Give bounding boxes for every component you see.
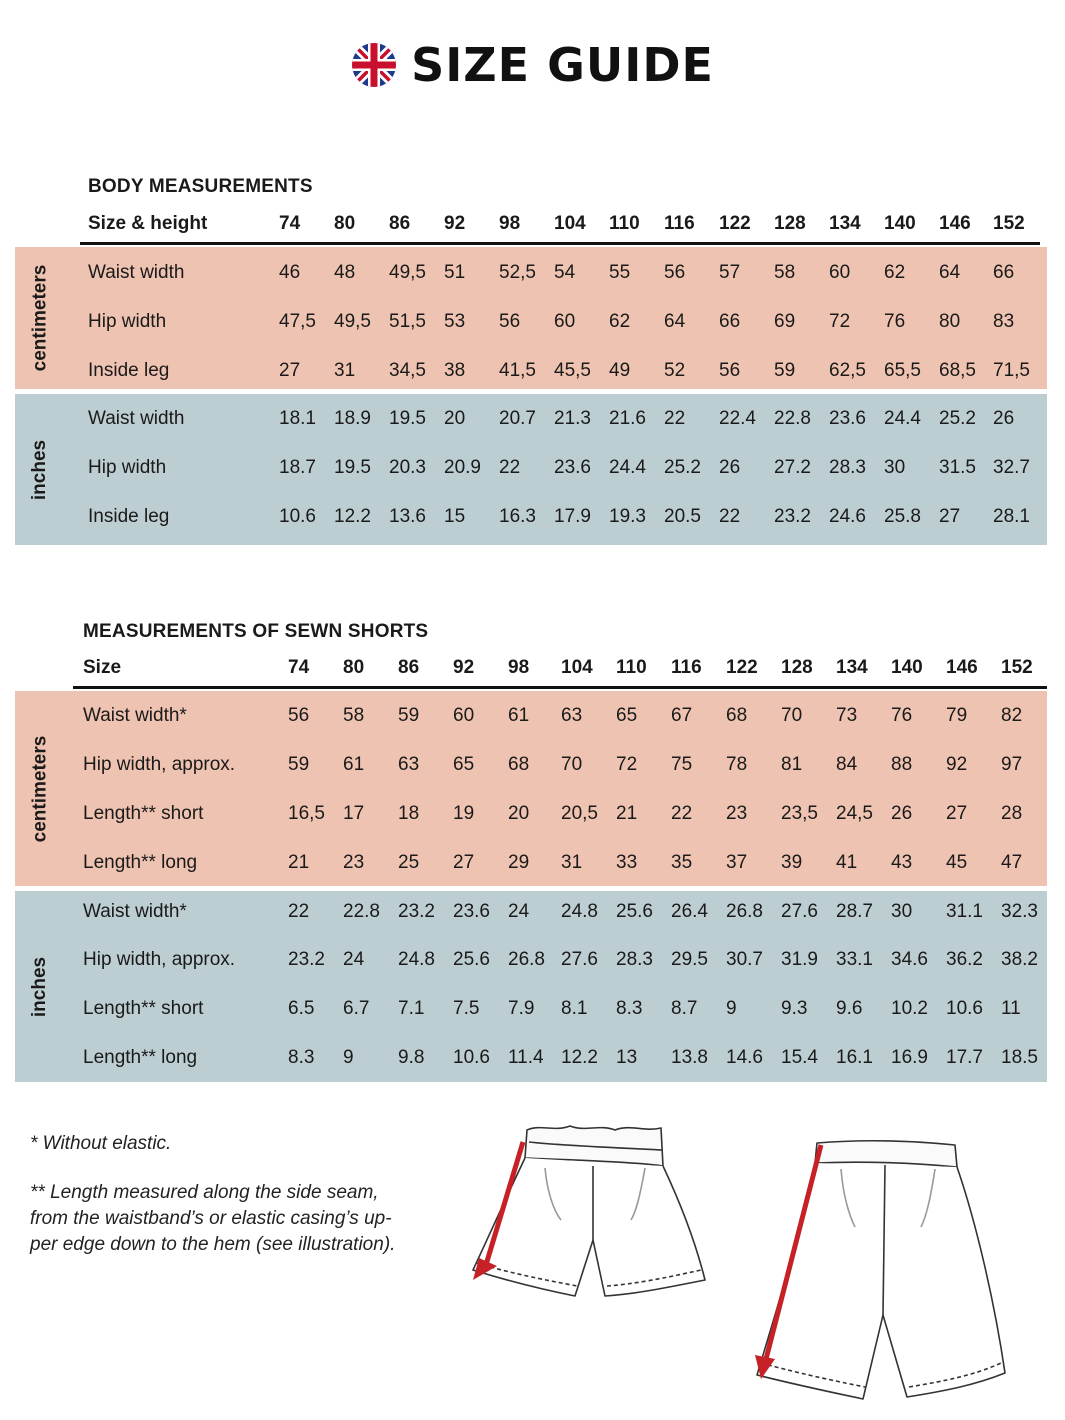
table-row	[88, 307, 1058, 337]
shorts-in-side-label: inches	[29, 956, 51, 1017]
table-cell: 11.4	[508, 1047, 544, 1068]
size-header-cell: 74	[279, 213, 301, 234]
body-header-rule	[80, 242, 1040, 245]
table-cell: 16.3	[499, 506, 536, 527]
footnote-line-1: ** Length measured along the side seam,	[30, 1182, 379, 1203]
table-cell: 8.1	[561, 998, 588, 1019]
table-cell: 82	[1001, 705, 1023, 726]
table-cell: 17.7	[946, 1047, 983, 1068]
size-header-cell: 74	[288, 657, 310, 678]
table-cell: 56	[499, 311, 521, 332]
table-cell: 23.6	[554, 457, 591, 478]
table-cell: 18.5	[1001, 1047, 1038, 1068]
table-cell: 76	[884, 311, 906, 332]
size-header-cell: 128	[774, 213, 806, 234]
table-cell: 97	[1001, 754, 1023, 775]
table-cell: 39	[781, 852, 803, 873]
table-cell: 51	[444, 262, 466, 283]
table-cell: 45	[946, 852, 968, 873]
size-header-cell: 104	[561, 657, 593, 678]
row-label: Length** long	[83, 1047, 198, 1068]
page-title	[0, 38, 1065, 92]
table-cell: 28.1	[993, 506, 1030, 527]
row-label: Waist width	[88, 262, 185, 283]
table-cell: 29.5	[671, 949, 708, 970]
table-cell: 56	[719, 360, 741, 381]
table-cell: 83	[993, 311, 1015, 332]
table-cell: 32.7	[993, 457, 1030, 478]
size-header-cell: 80	[343, 657, 365, 678]
size-header-cell: 92	[453, 657, 475, 678]
table-cell: 23,5	[781, 803, 818, 824]
size-header-cell: 122	[726, 657, 758, 678]
table-cell: 34,5	[389, 360, 426, 381]
row-label: Waist width*	[83, 705, 187, 726]
table-row	[83, 848, 1053, 878]
table-cell: 24.8	[398, 949, 435, 970]
table-cell: 70	[561, 754, 583, 775]
row-label: Hip width	[88, 311, 167, 332]
table-cell: 57	[719, 262, 741, 283]
table-cell: 70	[781, 705, 803, 726]
row-label: Inside leg	[88, 360, 170, 381]
table-cell: 27	[939, 506, 961, 527]
table-cell: 21.3	[554, 408, 591, 429]
row-label: Length** long	[83, 852, 198, 873]
table-cell: 47,5	[279, 311, 316, 332]
body-header-row	[88, 209, 1048, 239]
table-cell: 22.8	[774, 408, 811, 429]
table-cell: 27.6	[561, 949, 598, 970]
body-measurements-heading: BODY MEASUREMENTS	[88, 176, 313, 197]
table-cell: 10.6	[279, 506, 316, 527]
table-cell: 23.2	[774, 506, 811, 527]
table-cell: 26	[993, 408, 1015, 429]
size-header-cell: 140	[891, 657, 923, 678]
table-cell: 21	[288, 852, 310, 873]
table-cell: 23.6	[829, 408, 866, 429]
row-label: Hip width, approx.	[83, 949, 236, 970]
uk-flag-icon	[351, 42, 397, 88]
table-cell: 62,5	[829, 360, 866, 381]
table-cell: 22	[499, 457, 521, 478]
table-cell: 21.6	[609, 408, 646, 429]
table-cell: 22	[719, 506, 741, 527]
table-cell: 53	[444, 311, 466, 332]
table-cell: 10.6	[453, 1047, 490, 1068]
header-label: Size	[83, 657, 122, 678]
row-label: Hip width	[88, 457, 167, 478]
table-cell: 16,5	[288, 803, 325, 824]
table-cell: 52,5	[499, 262, 536, 283]
table-cell: 9.6	[836, 998, 863, 1019]
size-header-cell: 122	[719, 213, 751, 234]
body-cm-side-label: centimeters	[29, 264, 51, 372]
table-cell: 30	[891, 901, 913, 922]
table-cell: 28.3	[616, 949, 653, 970]
table-cell: 31.9	[781, 949, 818, 970]
table-cell: 26	[719, 457, 741, 478]
table-cell: 34.6	[891, 949, 928, 970]
table-row	[83, 799, 1053, 829]
table-cell: 62	[609, 311, 631, 332]
table-cell: 25.2	[939, 408, 976, 429]
table-cell: 41	[836, 852, 858, 873]
shorts-cm-side-label: centimeters	[29, 735, 51, 842]
footnote-without-elastic: * Without elastic.	[30, 1133, 172, 1154]
table-cell: 23	[726, 803, 748, 824]
table-cell: 47	[1001, 852, 1023, 873]
table-cell: 26.4	[671, 901, 708, 922]
table-cell: 38	[444, 360, 466, 381]
table-row	[88, 502, 1058, 532]
table-cell: 35	[671, 852, 693, 873]
table-row	[83, 897, 1053, 927]
size-header-cell: 110	[616, 657, 647, 678]
table-row	[83, 750, 1053, 780]
table-cell: 48	[334, 262, 356, 283]
table-cell: 81	[781, 754, 803, 775]
table-cell: 15	[444, 506, 466, 527]
table-cell: 58	[774, 262, 796, 283]
table-cell: 20	[444, 408, 466, 429]
table-cell: 20.7	[499, 408, 536, 429]
table-cell: 24.8	[561, 901, 598, 922]
size-header-cell: 98	[499, 213, 521, 234]
footnote-length	[30, 1180, 395, 1258]
table-cell: 13.6	[389, 506, 426, 527]
table-cell: 16.1	[836, 1047, 873, 1068]
table-cell: 37	[726, 852, 748, 873]
table-cell: 22.8	[343, 901, 380, 922]
size-header-cell: 134	[829, 213, 861, 234]
table-cell: 43	[891, 852, 913, 873]
table-cell: 23.6	[453, 901, 490, 922]
table-cell: 24.4	[609, 457, 646, 478]
table-cell: 15.4	[781, 1047, 818, 1068]
size-header-cell: 116	[671, 657, 702, 678]
table-cell: 88	[891, 754, 913, 775]
table-row	[88, 356, 1058, 386]
row-label: Hip width, approx.	[83, 754, 236, 775]
table-cell: 27	[453, 852, 475, 873]
table-cell: 8.3	[616, 998, 643, 1019]
table-cell: 59	[398, 705, 420, 726]
table-cell: 7.5	[453, 998, 480, 1019]
table-cell: 92	[946, 754, 968, 775]
row-label: Waist width	[88, 408, 185, 429]
table-cell: 51,5	[389, 311, 426, 332]
table-cell: 18.1	[279, 408, 316, 429]
footnote-line-2: from the waistband’s or elastic casing’s up-	[30, 1208, 392, 1229]
table-cell: 49,5	[334, 311, 371, 332]
table-cell: 9	[343, 1047, 354, 1068]
size-header-cell: 152	[1001, 657, 1033, 678]
table-cell: 30	[884, 457, 906, 478]
table-cell: 28.3	[829, 457, 866, 478]
table-cell: 14.6	[726, 1047, 763, 1068]
table-cell: 24,5	[836, 803, 873, 824]
table-cell: 65	[616, 705, 638, 726]
table-cell: 26	[891, 803, 913, 824]
table-cell: 56	[664, 262, 686, 283]
table-cell: 65,5	[884, 360, 921, 381]
table-cell: 18	[398, 803, 420, 824]
table-cell: 28	[1001, 803, 1023, 824]
table-cell: 49,5	[389, 262, 426, 283]
table-cell: 12.2	[561, 1047, 598, 1068]
table-cell: 63	[561, 705, 583, 726]
size-header-cell: 86	[398, 657, 420, 678]
table-cell: 25.6	[616, 901, 653, 922]
table-cell: 19.5	[389, 408, 426, 429]
table-cell: 11	[1001, 998, 1021, 1019]
table-cell: 10.6	[946, 998, 983, 1019]
short-shorts-illustration	[465, 1120, 715, 1320]
shorts-header-rule	[73, 686, 1047, 689]
table-cell: 21	[616, 803, 638, 824]
header-label: Size & height	[88, 213, 208, 234]
table-row	[83, 701, 1053, 731]
table-cell: 20	[508, 803, 530, 824]
table-cell: 33	[616, 852, 638, 873]
table-cell: 73	[836, 705, 858, 726]
table-cell: 17	[343, 803, 365, 824]
shorts-header-row	[83, 653, 1048, 683]
table-cell: 36.2	[946, 949, 983, 970]
shorts-measurements-heading: MEASUREMENTS OF SEWN SHORTS	[83, 621, 429, 642]
size-header-cell: 110	[609, 213, 640, 234]
table-cell: 45,5	[554, 360, 591, 381]
table-cell: 23.2	[288, 949, 325, 970]
table-cell: 9.3	[781, 998, 808, 1019]
table-cell: 49	[609, 360, 631, 381]
long-shorts-illustration	[745, 1135, 1015, 1405]
table-cell: 29	[508, 852, 530, 873]
size-header-cell: 146	[939, 213, 971, 234]
table-cell: 38.2	[1001, 949, 1038, 970]
table-cell: 20.3	[389, 457, 426, 478]
table-cell: 69	[774, 311, 796, 332]
table-cell: 61	[508, 705, 530, 726]
table-cell: 7.1	[398, 998, 425, 1019]
size-header-cell: 104	[554, 213, 586, 234]
table-cell: 17.9	[554, 506, 591, 527]
size-header-cell: 134	[836, 657, 868, 678]
table-cell: 9	[726, 998, 737, 1019]
table-cell: 62	[884, 262, 906, 283]
title-text: SIZE GUIDE	[411, 38, 714, 92]
table-cell: 27.6	[781, 901, 818, 922]
table-cell: 63	[398, 754, 420, 775]
table-cell: 20.5	[664, 506, 701, 527]
table-cell: 20,5	[561, 803, 598, 824]
table-cell: 28.7	[836, 901, 873, 922]
table-cell: 58	[343, 705, 365, 726]
table-cell: 25.6	[453, 949, 490, 970]
table-cell: 12.2	[334, 506, 371, 527]
table-cell: 19	[453, 803, 475, 824]
table-cell: 22	[288, 901, 310, 922]
table-cell: 61	[343, 754, 365, 775]
size-header-cell: 146	[946, 657, 978, 678]
table-cell: 68	[508, 754, 530, 775]
size-header-cell: 116	[664, 213, 695, 234]
table-cell: 25.2	[664, 457, 701, 478]
row-label: Length** short	[83, 803, 204, 824]
table-cell: 27	[946, 803, 968, 824]
table-cell: 79	[946, 705, 968, 726]
table-cell: 68	[726, 705, 748, 726]
table-cell: 71,5	[993, 360, 1030, 381]
table-cell: 72	[616, 754, 638, 775]
table-cell: 30.7	[726, 949, 763, 970]
table-cell: 64	[664, 311, 686, 332]
table-cell: 59	[288, 754, 310, 775]
table-cell: 8.3	[288, 1047, 315, 1068]
size-header-cell: 86	[389, 213, 411, 234]
table-cell: 41,5	[499, 360, 536, 381]
table-cell: 67	[671, 705, 693, 726]
table-row	[88, 453, 1058, 483]
table-cell: 54	[554, 262, 576, 283]
table-cell: 27.2	[774, 457, 811, 478]
table-cell: 66	[719, 311, 741, 332]
table-cell: 32.3	[1001, 901, 1038, 922]
table-cell: 22	[671, 803, 693, 824]
table-cell: 24	[343, 949, 365, 970]
table-cell: 25	[398, 852, 420, 873]
table-cell: 46	[279, 262, 301, 283]
table-cell: 26.8	[508, 949, 545, 970]
table-cell: 24.4	[884, 408, 921, 429]
table-cell: 68,5	[939, 360, 976, 381]
footnote-line-3: per edge down to the hem (see illustration).	[30, 1234, 396, 1255]
table-cell: 60	[554, 311, 576, 332]
table-cell: 31	[561, 852, 583, 873]
table-cell: 19.3	[609, 506, 646, 527]
table-cell: 9.8	[398, 1047, 425, 1068]
body-in-side-label: inches	[29, 439, 51, 500]
table-row	[83, 945, 1053, 975]
table-cell: 16.9	[891, 1047, 928, 1068]
table-cell: 60	[829, 262, 851, 283]
table-cell: 75	[671, 754, 693, 775]
table-cell: 10.2	[891, 998, 928, 1019]
table-cell: 78	[726, 754, 748, 775]
table-cell: 7.9	[508, 998, 535, 1019]
table-cell: 25.8	[884, 506, 921, 527]
table-cell: 31	[334, 360, 356, 381]
table-cell: 60	[453, 705, 475, 726]
table-cell: 20.9	[444, 457, 481, 478]
row-label: Waist width*	[83, 901, 187, 922]
table-cell: 6.7	[343, 998, 370, 1019]
table-cell: 59	[774, 360, 796, 381]
table-cell: 76	[891, 705, 913, 726]
table-cell: 19.5	[334, 457, 371, 478]
table-cell: 65	[453, 754, 475, 775]
table-cell: 64	[939, 262, 961, 283]
table-cell: 18.7	[279, 457, 316, 478]
table-cell: 72	[829, 311, 851, 332]
table-row	[88, 404, 1058, 434]
table-row	[83, 994, 1053, 1024]
table-cell: 27	[279, 360, 301, 381]
table-cell: 24.6	[829, 506, 866, 527]
size-header-cell: 80	[334, 213, 356, 234]
table-cell: 24	[508, 901, 530, 922]
table-cell: 23	[343, 852, 365, 873]
table-cell: 84	[836, 754, 858, 775]
table-cell: 66	[993, 262, 1015, 283]
table-cell: 22	[664, 408, 686, 429]
table-row	[88, 258, 1058, 288]
size-header-cell: 128	[781, 657, 813, 678]
table-cell: 55	[609, 262, 631, 283]
table-row	[83, 1043, 1053, 1073]
size-header-cell: 92	[444, 213, 466, 234]
table-cell: 26.8	[726, 901, 763, 922]
row-label: Length** short	[83, 998, 204, 1019]
table-cell: 18.9	[334, 408, 371, 429]
table-cell: 22.4	[719, 408, 756, 429]
row-label: Inside leg	[88, 506, 170, 527]
table-cell: 13.8	[671, 1047, 708, 1068]
size-header-cell: 98	[508, 657, 530, 678]
table-cell: 33.1	[836, 949, 873, 970]
table-cell: 52	[664, 360, 686, 381]
table-cell: 31.5	[939, 457, 976, 478]
size-header-cell: 152	[993, 213, 1025, 234]
table-cell: 80	[939, 311, 961, 332]
table-cell: 8.7	[671, 998, 698, 1019]
table-cell: 23.2	[398, 901, 435, 922]
table-cell: 6.5	[288, 998, 315, 1019]
table-cell: 56	[288, 705, 310, 726]
size-header-cell: 140	[884, 213, 916, 234]
table-cell: 13	[616, 1047, 638, 1068]
table-cell: 31.1	[946, 901, 983, 922]
